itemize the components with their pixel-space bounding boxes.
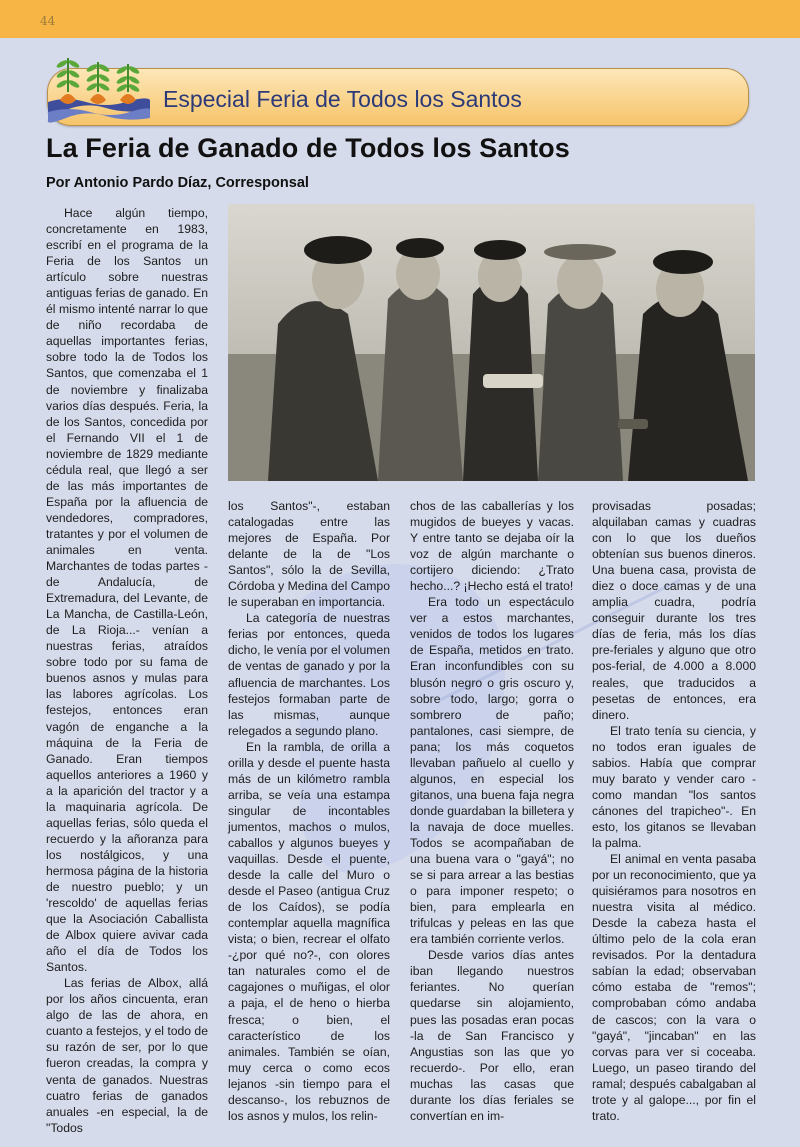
- paragraph: Era todo un espectáculo ver a estos marchantes, venidos de todos los lugares de España, metidos en trato. Eran inconfundibles con su blusón negro o gris oscuro y, sobre todo, largo; gorra o sombrero de paño; pantalones, casi siempre, de pana; los más coquetos llevaban pañuelo al cuello y algunos, en especial los gitanos, una buena faja negra donde guardaban la billetera y la navaja de doce muelles. Todos se acompañaban de una buena vara o "gayá"; no se si para arrear a las bestias o para imponer respeto; o bien, para emplearla en trifulcas y peleas en las que era también corriente verlos.: [410, 595, 574, 947]
- top-color-bar: [0, 0, 800, 38]
- paragraph: Las ferias de Albox, allá por los años cincuenta, eran algo de las de ahora, en cuanto a festejos, y el todo de su razón de ser, por lo que fueron creadas, la compra y venta de ganados. Nuestras cuatro ferias de ganados anuales -en especial, la de "Todos: [46, 976, 208, 1135]
- article-column-1: [46, 205, 208, 1135]
- paragraph: los Santos"-, estaban catalogadas entre las mejores de España. Por delante de la de "Los Santos", sólo la de Sevilla, Córdoba y Medina del Campo le superaban en importancia.: [228, 499, 390, 610]
- paragraph: Desde varios días antes iban llegando nuestros feriantes. No querían quedarse sin alojamiento, pues las posadas eran pocas -la de San Francisco y Angustias son las que yo recuerdo-. Por ello, eran muchas las casas que durante los días feriales se convertían en im-: [410, 948, 574, 1123]
- article-column-4: [592, 498, 756, 1123]
- paragraph: La categoría de nuestras ferias por entonces, queda dicho, le venía por el volumen de ventas de ganado y por la afluencia de marchantes. Los festejos formaban parte de las mismas, aunque relegados a segundo plano.: [228, 611, 390, 738]
- article-column-3: [410, 498, 574, 1123]
- paragraph: chos de las caballerías y los mugidos de bueyes y vacas. Y entre tanto se dejaba oír la voz de algún marchante o cortijero diciendo: ¿Trato hecho...? ¡Hecho está el trato!: [410, 499, 574, 594]
- crop-plants-logo-icon: [46, 52, 150, 126]
- paragraph: provisadas posadas; alquilaban camas y cuadras con lo que los dueños obtenían sus buenos dineros. Una buena casa, provista de diez o doce camas y de una amplia cuadra, podría conseguir durante los tres días de feria, más los días pre-feriales y alguno que otro pos-ferial, de 4.000 a 8.000 reales, que traducidos a pesetas de entonces, era dinero.: [592, 499, 756, 722]
- paragraph: En la rambla, de orilla a orilla y desde el puente hasta más de un kilómetro rambla arriba, se veía una estampa singular de incontables jumentos, machos o mulos, caballos y algunos bueyes y vaquillas. Desde el puente, desde la calle del Muro o desde el Paseo (antigua Cruz de los Caídos), se podía contemplar aquella magnífica vista; o bien, recrear el olfato -¿por qué no?-, con olores tan naturales como el de cagajones o muñigas, el olor a paja, el de heno o hierba fresca; o bien, el característico de los animales. También se oían, muy cerca o como ecos lejanos -sin tiempo para el descanso-, los rebuznos de los asnos y mulos, los relin-: [228, 739, 390, 1123]
- article-byline: Por Antonio Pardo Díaz, Corresponsal: [46, 175, 309, 191]
- section-title: Especial Feria de Todos los Santos: [163, 86, 522, 112]
- paragraph: El trato tenía su ciencia, y no todos eran iguales de sabios. Había que comprar muy barato y vender caro -como mandan "los santos cánones del trapicheo"-. En esto, los gitanos se llevaban la palma.: [592, 723, 756, 850]
- page-number: 44: [40, 14, 56, 28]
- fair-traders-photo: [228, 204, 755, 481]
- paragraph: El animal en venta pasaba por un reconocimiento, que ya quisiéramos para nosotros en nuestra visita al médico. Desde la cabeza hasta el último pelo de la cola eran revisados. Por la dentadura sabían la edad; observaban cómo estaba de "remos"; comprobaban cómo andaba de cascos; con la vara o "gayá", "jincaban" en las corvas para ver si coceaba. Luego, un paseo tirando del ramal; después cabalgaban al trote y al galope..., por fin el trato.: [592, 852, 756, 1123]
- article-headline: La Feria de Ganado de Todos los Santos: [46, 133, 570, 163]
- article-column-2: [228, 498, 390, 1123]
- paragraph: Hace algún tiempo, concretamente en 1983, escribí en el programa de la Feria de los Santos un artículo sobre nuestras antiguas ferias de ganado. En él mismo intenté narrar lo que de niño recordaba de aquellas importantes ferias, sobre todo la de Todos los Santos, que comenzaba el 1 de noviembre y finalizaba varios días después. Feria, la de los Santos, concedida por el Fernando VII el 1 de noviembre de 1829 mediante cédula real, que llegó a ser de las más importantes de España por la afluencia de vendedores, compradores, tratantes y por el volumen de animales en venta. Marchantes de todas partes -de Andalucía, de Extremadura, del Levante, de La Mancha, de Castilla-León, de La Rioja...- venían a nuestras ferias, atraídos sobre todo por su fama de buenos asnos y mulas para las labores agrícolas. Los festejos, entonces eran vagón de enganche a la máquina de la Feria de Ganado. Eran tiempos aquellos anteriores a 1960 y a la aparición del tractor y a la maquinaria agrícola. De aquellas ferias, sólo queda el recuerdo y la añoranza para los nostálgicos, y una hermosa página de la historia de nuestro pueblo; y un 'rescoldo' de aquellas ferias que la Asociación Caballista de Albox quiere avivar cada año el día de Todos los Santos.: [46, 206, 208, 975]
